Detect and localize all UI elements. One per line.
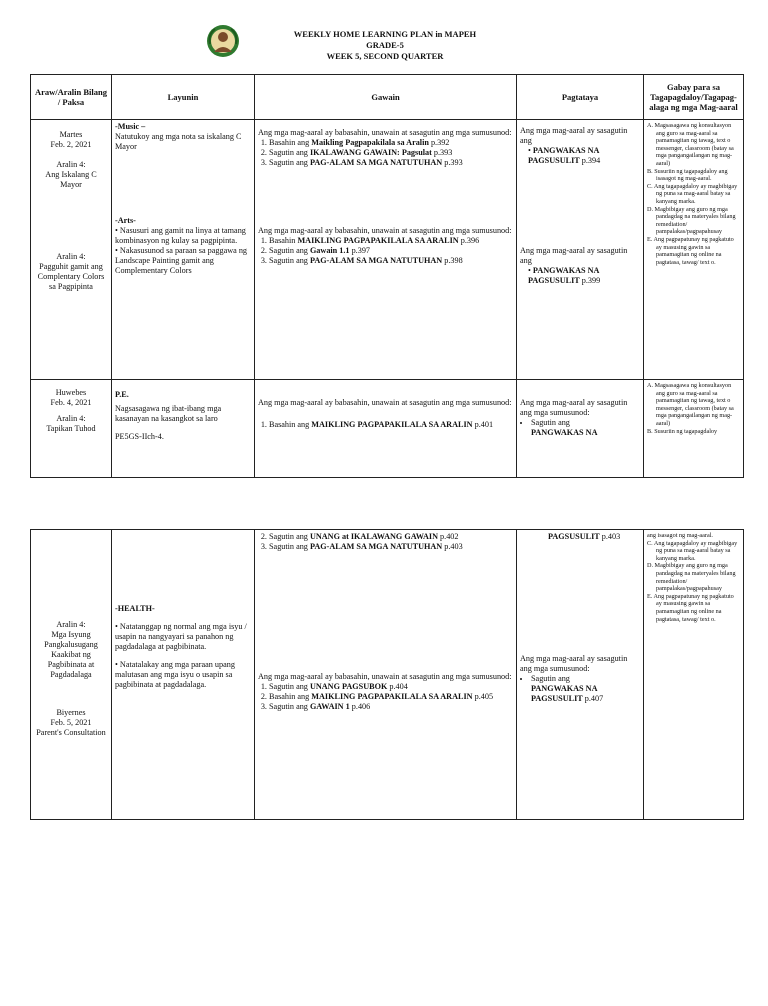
activity-intro: Ang mga mag-aaral ay babasahin, unawain at sasagutin ang mga sumusunod:	[258, 128, 512, 137]
day-cell	[31, 380, 112, 478]
subject-label-arts: -Arts-	[115, 216, 136, 225]
lesson-number: Aralin 4:	[56, 252, 86, 261]
activity-intro: Ang mga mag-aaral ay babasahin, unawain at sasagutin ang mga sumusunod:	[258, 226, 512, 235]
activity-intro: Ang mga mag-aaral ay babasahin, unawain at sasagutin ang mga sumusunod:	[258, 398, 512, 407]
activity-list	[258, 420, 513, 430]
list-item: • Sagutin ang PANGWAKAS NA	[531, 418, 640, 438]
lesson-number: Aralin 4:	[56, 414, 86, 423]
activity-cell	[255, 530, 517, 820]
lesson-topic: Mga Isyung Pangkalusugang Kaakibat ng Pagbibinata at Pagdadalaga	[44, 630, 98, 679]
col-header-activity: Gawain	[255, 75, 517, 120]
activity-cell	[255, 380, 517, 478]
lesson-topic: Ang Iskalang C Mayor	[45, 170, 97, 189]
assessment-cell	[517, 380, 644, 478]
activity-intro: Ang mga mag-aaral ay babasahin, unawain at sasagutin ang mga sumusunod:	[258, 672, 512, 681]
list-item: E. Ang pagpapatunay ng pagkatuto ay masusing gawin sa pamamagitan ng online na pagtatasa, tawag/ text o.	[647, 235, 734, 266]
consultation-note: Parent's Consultation	[36, 728, 106, 737]
assessment-continued: PAGSUSULIT p.403	[548, 532, 621, 541]
objective-text: • Nakasusunod sa paraan sa paggawa ng Landscape Painting gamit ang Complementary Colors	[115, 246, 248, 275]
list-item: A. Magsasagawa ng konsultasyon ang guro sa mag-aaral sa pamamagitan ng tawag, text o messenger, classroom (batay sa mga pangangailangan ng mag-aaral)	[647, 122, 734, 167]
list-item: 2. Sagutin ang IKALAWANG GAWAIN: Pagsulat p.393	[269, 148, 513, 158]
subject-label-pe: P.E.	[115, 390, 129, 399]
day-name: Huwebes	[55, 388, 87, 397]
day-cell	[31, 120, 112, 380]
guide-cell	[644, 530, 744, 820]
objective-text: Natutukoy ang mga nota sa iskalang C Mayor	[115, 132, 242, 151]
day-date: Feb. 4, 2021	[50, 398, 92, 407]
list-item: 3. Sagutin ang PAG-ALAM SA MGA NATUTUHAN p.403	[269, 542, 513, 552]
list-item: 2. Sagutin ang UNANG at IKALAWANG GAWAIN p.402	[269, 532, 513, 542]
lesson-number: Aralin 4:	[56, 620, 86, 629]
objective-text: • Nasusuri ang gamit na linya at tamang kombinasyon ng kulay sa pagpipinta.	[115, 226, 246, 245]
subject-label-music: -Music –	[115, 122, 146, 131]
objective-cell	[112, 530, 255, 820]
list-item: 1. Basahin ang Maikling Pagpapakilala sa Aralin p.392	[269, 138, 513, 148]
list-item: E. Ang pagpapatunay ng pagkatuto ay masusing gawin sa pamamagitan ng online na pagtatasa, tawag/ text o.	[647, 592, 734, 623]
guide-list	[647, 532, 740, 623]
col-header-guide: Gabay para sa Tagapagdaloy/Tagapag-alaga ng mga Mag-aaral	[644, 75, 744, 120]
table-header-row	[31, 75, 744, 120]
guide-list	[647, 382, 740, 435]
school-seal-logo	[206, 24, 240, 58]
header-week: WEEK 5, SECOND QUARTER	[326, 51, 444, 61]
table-row	[31, 380, 744, 478]
assessment-intro: Ang mga mag-aaral ay sasagutin ang mga sumusunod:	[520, 654, 628, 673]
day-date: Feb. 5, 2021	[50, 718, 92, 727]
plan-header	[240, 29, 530, 62]
list-item: B. Susuriin ng tagapagdaloy	[647, 427, 718, 435]
list-item: A. Magsasagawa ng konsultasyon ang guro sa mag-aaral sa pamamagitan ng tawag, text o messenger, classroom (batay sa mga pangangailangan ng mag-aaral)	[647, 382, 734, 427]
competency-code: PE5GS-IIch-4.	[115, 432, 164, 441]
list-item: B. Susuriin ng tagapagdaloy ang isasagot ng mag-aaral.	[647, 167, 728, 183]
col-header-day: Araw/Aralin Bilang / Paksa	[31, 75, 112, 120]
assessment-cell	[517, 120, 644, 380]
objective-cell	[112, 120, 255, 380]
guide-cell	[644, 380, 744, 478]
activity-list	[258, 682, 513, 712]
list-item: 1. Basahin ang MAIKLING PAGPAPAKILALA SA ARALIN p.401	[269, 420, 513, 430]
list-item: C. Ang tagapagdaloy ay magbibigay ng puna sa mag-aaral batay sa kanyang marka.	[647, 182, 738, 205]
list-item: 3. Sagutin ang GAWAIN 1 p.406	[269, 702, 513, 712]
guide-cell	[644, 120, 744, 380]
list-item: ang isasagot ng mag-aaral.	[647, 532, 713, 539]
lesson-topic: Pagguhit gamit ang Complentary Colors sa Pagpipinta	[37, 262, 105, 291]
list-item: 3. Sagutin ang PAG-ALAM SA MGA NATUTUHAN p.393	[269, 158, 513, 168]
list-item: • Sagutin ang PANGWAKAS NA PAGSUSULIT p.407	[531, 674, 640, 704]
list-item: 3. Sagutin ang PAG-ALAM SA MGA NATUTUHAN p.398	[269, 256, 513, 266]
assessment-item: • PANGWAKAS NA PAGSUSULIT p.394	[528, 146, 601, 165]
table-row	[31, 530, 744, 820]
header-title: WEEKLY HOME LEARNING PLAN in MAPEH	[293, 29, 477, 39]
objective-text: • Natatalakay ang mga paraan upang malutasan ang mga isyu o usapin sa pagbibinata at pagdadalaga.	[115, 660, 235, 689]
plan-table-page1	[30, 74, 744, 478]
day-date: Feb. 2, 2021	[50, 140, 92, 149]
list-item: 1. Sagutin ang UNANG PAGSUBOK p.404	[269, 682, 513, 692]
activity-list	[258, 138, 513, 168]
list-item: D. Magbibigay ang guro ng mga pandagdag na materyales bilang remediation/ pampalakas/pagpapahusay	[647, 205, 736, 236]
day-name: Martes	[59, 130, 83, 139]
subject-label-health: -HEALTH-	[115, 604, 155, 613]
list-item: 2. Sagutin ang Gawain 1.1 p.397	[269, 246, 513, 256]
assessment-intro: Ang mga mag-aaral ay sasagutin ang mga sumusunod:	[520, 398, 628, 417]
assessment-list	[520, 418, 640, 438]
objective-text: • Natatanggap ng normal ang mga isyu / usapin na nangyayari sa panahon ng pagdadalaga at pagbibinata.	[115, 622, 247, 651]
col-header-objective: Layunin	[112, 75, 255, 120]
activity-list	[258, 532, 513, 552]
assessment-cell	[517, 530, 644, 820]
list-item: D. Magbibigay ang guro ng mga pandagdag na materyales bilang remediation/ pampalakas/pagpapahusay	[647, 562, 736, 593]
table-row	[31, 120, 744, 380]
assessment-intro: Ang mga mag-aaral ay sasagutin ang	[520, 126, 628, 145]
activity-cell	[255, 120, 517, 380]
lesson-number: Aralin 4:	[56, 160, 86, 169]
assessment-intro: Ang mga mag-aaral ay sasagutin ang	[520, 246, 628, 265]
header-grade: GRADE-5	[366, 40, 404, 50]
plan-table-page2	[30, 529, 744, 820]
assessment-list	[520, 674, 640, 704]
day-cell	[31, 530, 112, 820]
col-header-assessment: Pagtataya	[517, 75, 644, 120]
list-item: C. Ang tagapagdaloy ay magbibigay ng puna sa mag-aaral batay sa kanyang marka.	[647, 539, 738, 562]
activity-list	[258, 236, 513, 266]
lesson-topic: Tapikan Tuhod	[46, 424, 96, 433]
objective-cell	[112, 380, 255, 478]
day-name: Biyernes	[56, 708, 86, 717]
objective-text: Nagsasagawa ng ibat-ibang mga kasanayan na kasangkot sa laro	[115, 404, 222, 423]
guide-list	[647, 122, 740, 266]
list-item: 2. Basahin ang MAIKLING PAGPAPAKILALA SA ARALIN p.405	[269, 692, 513, 702]
list-item: 1. Basahin MAIKLING PAGPAPAKILALA SA ARALIN p.396	[269, 236, 513, 246]
assessment-item: • PANGWAKAS NA PAGSUSULIT p.399	[528, 266, 601, 285]
